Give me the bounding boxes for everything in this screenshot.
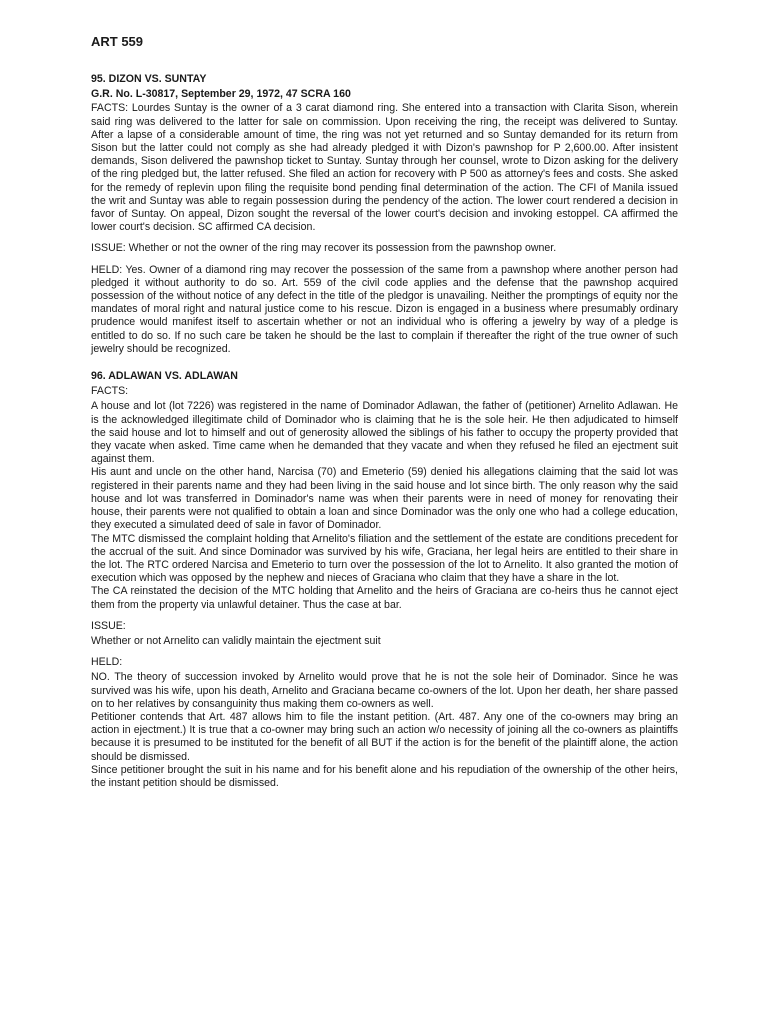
case-96-facts-paragraph-3: The MTC dismissed the complaint holding that Arnelito's filiation and the settlement of the estate are conditions precedent for the accrual of the suit. And since Dominador was survived by his wife, Graciana, her legal heirs are entitled to their share in the lot. The RTC ordered Narcisa and Emeterio to turn over the possession of the lot to Arnelito. It also granted the motion of execution which was opposed by the nephew and nieces of Graciana who claim that they have a share in the lot. xyxy=(91,532,678,585)
case-95-issue: ISSUE: Whether or not the owner of the ring may recover its possession from the pawnshop owner. xyxy=(91,242,557,255)
case-96-section xyxy=(91,370,678,790)
case-96-held-label: HELD: xyxy=(91,656,123,669)
case-96-held-paragraph-3: Since petitioner brought the suit in his name and for his benefit alone and his repudiation of the ownership of the other heirs, the instant petition should be dismissed. xyxy=(91,763,678,789)
case-96-facts-label: FACTS: xyxy=(91,385,129,398)
case-96-issue: Whether or not Arnelito can validly maintain the ejectment suit xyxy=(91,634,381,647)
case-95-section xyxy=(91,73,678,356)
case-96-facts-paragraph-2: His aunt and uncle on the other hand, Narcisa (70) and Emeterio (59) denied his allegations claiming that the said lot was registered in their parents name and they had been living in the said house and lot since birth. The only reason why the said house and lot was transferred in Dominador's name was when their parents were in need of money for renovating their house, their parents were not qualified to obtain a loan and since Dominador was the only one who had a college education, they executed a simulated deed of sale in favor of Dominador. xyxy=(91,466,678,532)
case-96-held-paragraph-1: NO. The theory of succession invoked by Arnelito would prove that he is not the sole heir of Dominador. Since he was survived was his wife, upon his death, Arnelito and Graciana became co-owners of the lot. Upon her death, her share passed on to her relatives by consanguinity thus making them co-owners as well. xyxy=(91,671,678,710)
case-95-citation: G.R. No. L-30817, September 29, 1972, 47 SCRA 160 xyxy=(91,88,351,101)
case-96-held-paragraph-2: Petitioner contends that Art. 487 allows him to file the instant petition. (Art. 487. Any one of the co-owners may bring an action in ejectment.) It is true that a co-owner may bring such an action w/o necessity of joining all the co-owners as plaintiffs because it is presumed to be instituted for the benefit of all BUT if the action is for the benefit of the plaintiff alone, the action should be dismissed. xyxy=(91,710,678,763)
case-96-facts-paragraph-4: The CA reinstated the decision of the MTC holding that Arnelito and the heirs of Graciana are co-heirs thus he cannot eject them from the property via unlawful detainer. Thus the case at bar. xyxy=(91,585,678,611)
case-95-facts: FACTS: Lourdes Suntay is the owner of a 3 carat diamond ring. She entered into a transaction with Clarita Sison, wherein said ring was delivered to the latter for sale on commission. Upon receiving the ring, the receipt was delivered to Suntay. After a lapse of a considerable amount of time, the ring was not yet returned and so Suntay demanded for its return from Sison but the latter could not comply as she had already pledged it with Dizon's pawnshop for P 2,600.00. After insistent demands, Sison delivered the pawnshop ticket to Suntay. Suntay through her counsel, wrote to Dizon asking for the delivery of the ring pledged but, the latter refused. She filed an action for recovery with P 500 as attorney's fees and costs. She asked for the remedy of replevin upon filing the requisite bond pending final determination of the action. The CFI of Manila issued the writ and Suntay was able to regain possession during the pendency of the action. The lower court rendered a decision in favor of Suntay. On appeal, Dizon sought the reversal of the lower court's decision and invoking estoppel. CA affirmed the lower court's decision. SC affirmed CA decision. xyxy=(91,102,678,234)
case-96-title: 96. ADLAWAN VS. ADLAWAN xyxy=(91,370,238,383)
case-95-held: HELD: Yes. Owner of a diamond ring may recover the possession of the same from a pawnshop where another person had pledged it without authority to do so. Art. 559 of the civil code applies and the defense that the pawnshop acquired possession of the without notice of any defect in the title of the pledgor is unavailing. Neither the promptings of equity nor the mandates of moral right and natural justice come to his rescue. Dizon is engaged in a business where presumably ordinary prudence would manifest itself to ascertain whether or not an individual who is offering a jewelry by way of a pledge is entitled to do so. If no such care be taken he should be the last to complain if thereafter the right of the true owner of such jewelry should be recognized. xyxy=(91,263,678,355)
article-heading: ART 559 xyxy=(91,34,144,49)
case-95-title: 95. DIZON VS. SUNTAY xyxy=(91,73,207,85)
case-96-facts-paragraph-1: A house and lot (lot 7226) was registered in the name of Dominador Adlawan, the father of (petitioner) Arnelito Adlawan. He is the acknowledged illegitimate child of Dominador who is claiming that he is the sole heir. He then adjudicated to himself the said house and lot to himself and out of generosity allowed the siblings of his father to occupy the property provided that they vacate when asked. Time came when he demanded that they vacate and when they refused he filed an ejectment suit against them. xyxy=(91,400,678,466)
document-page xyxy=(91,34,678,790)
case-96-issue-label: ISSUE: xyxy=(91,619,126,632)
